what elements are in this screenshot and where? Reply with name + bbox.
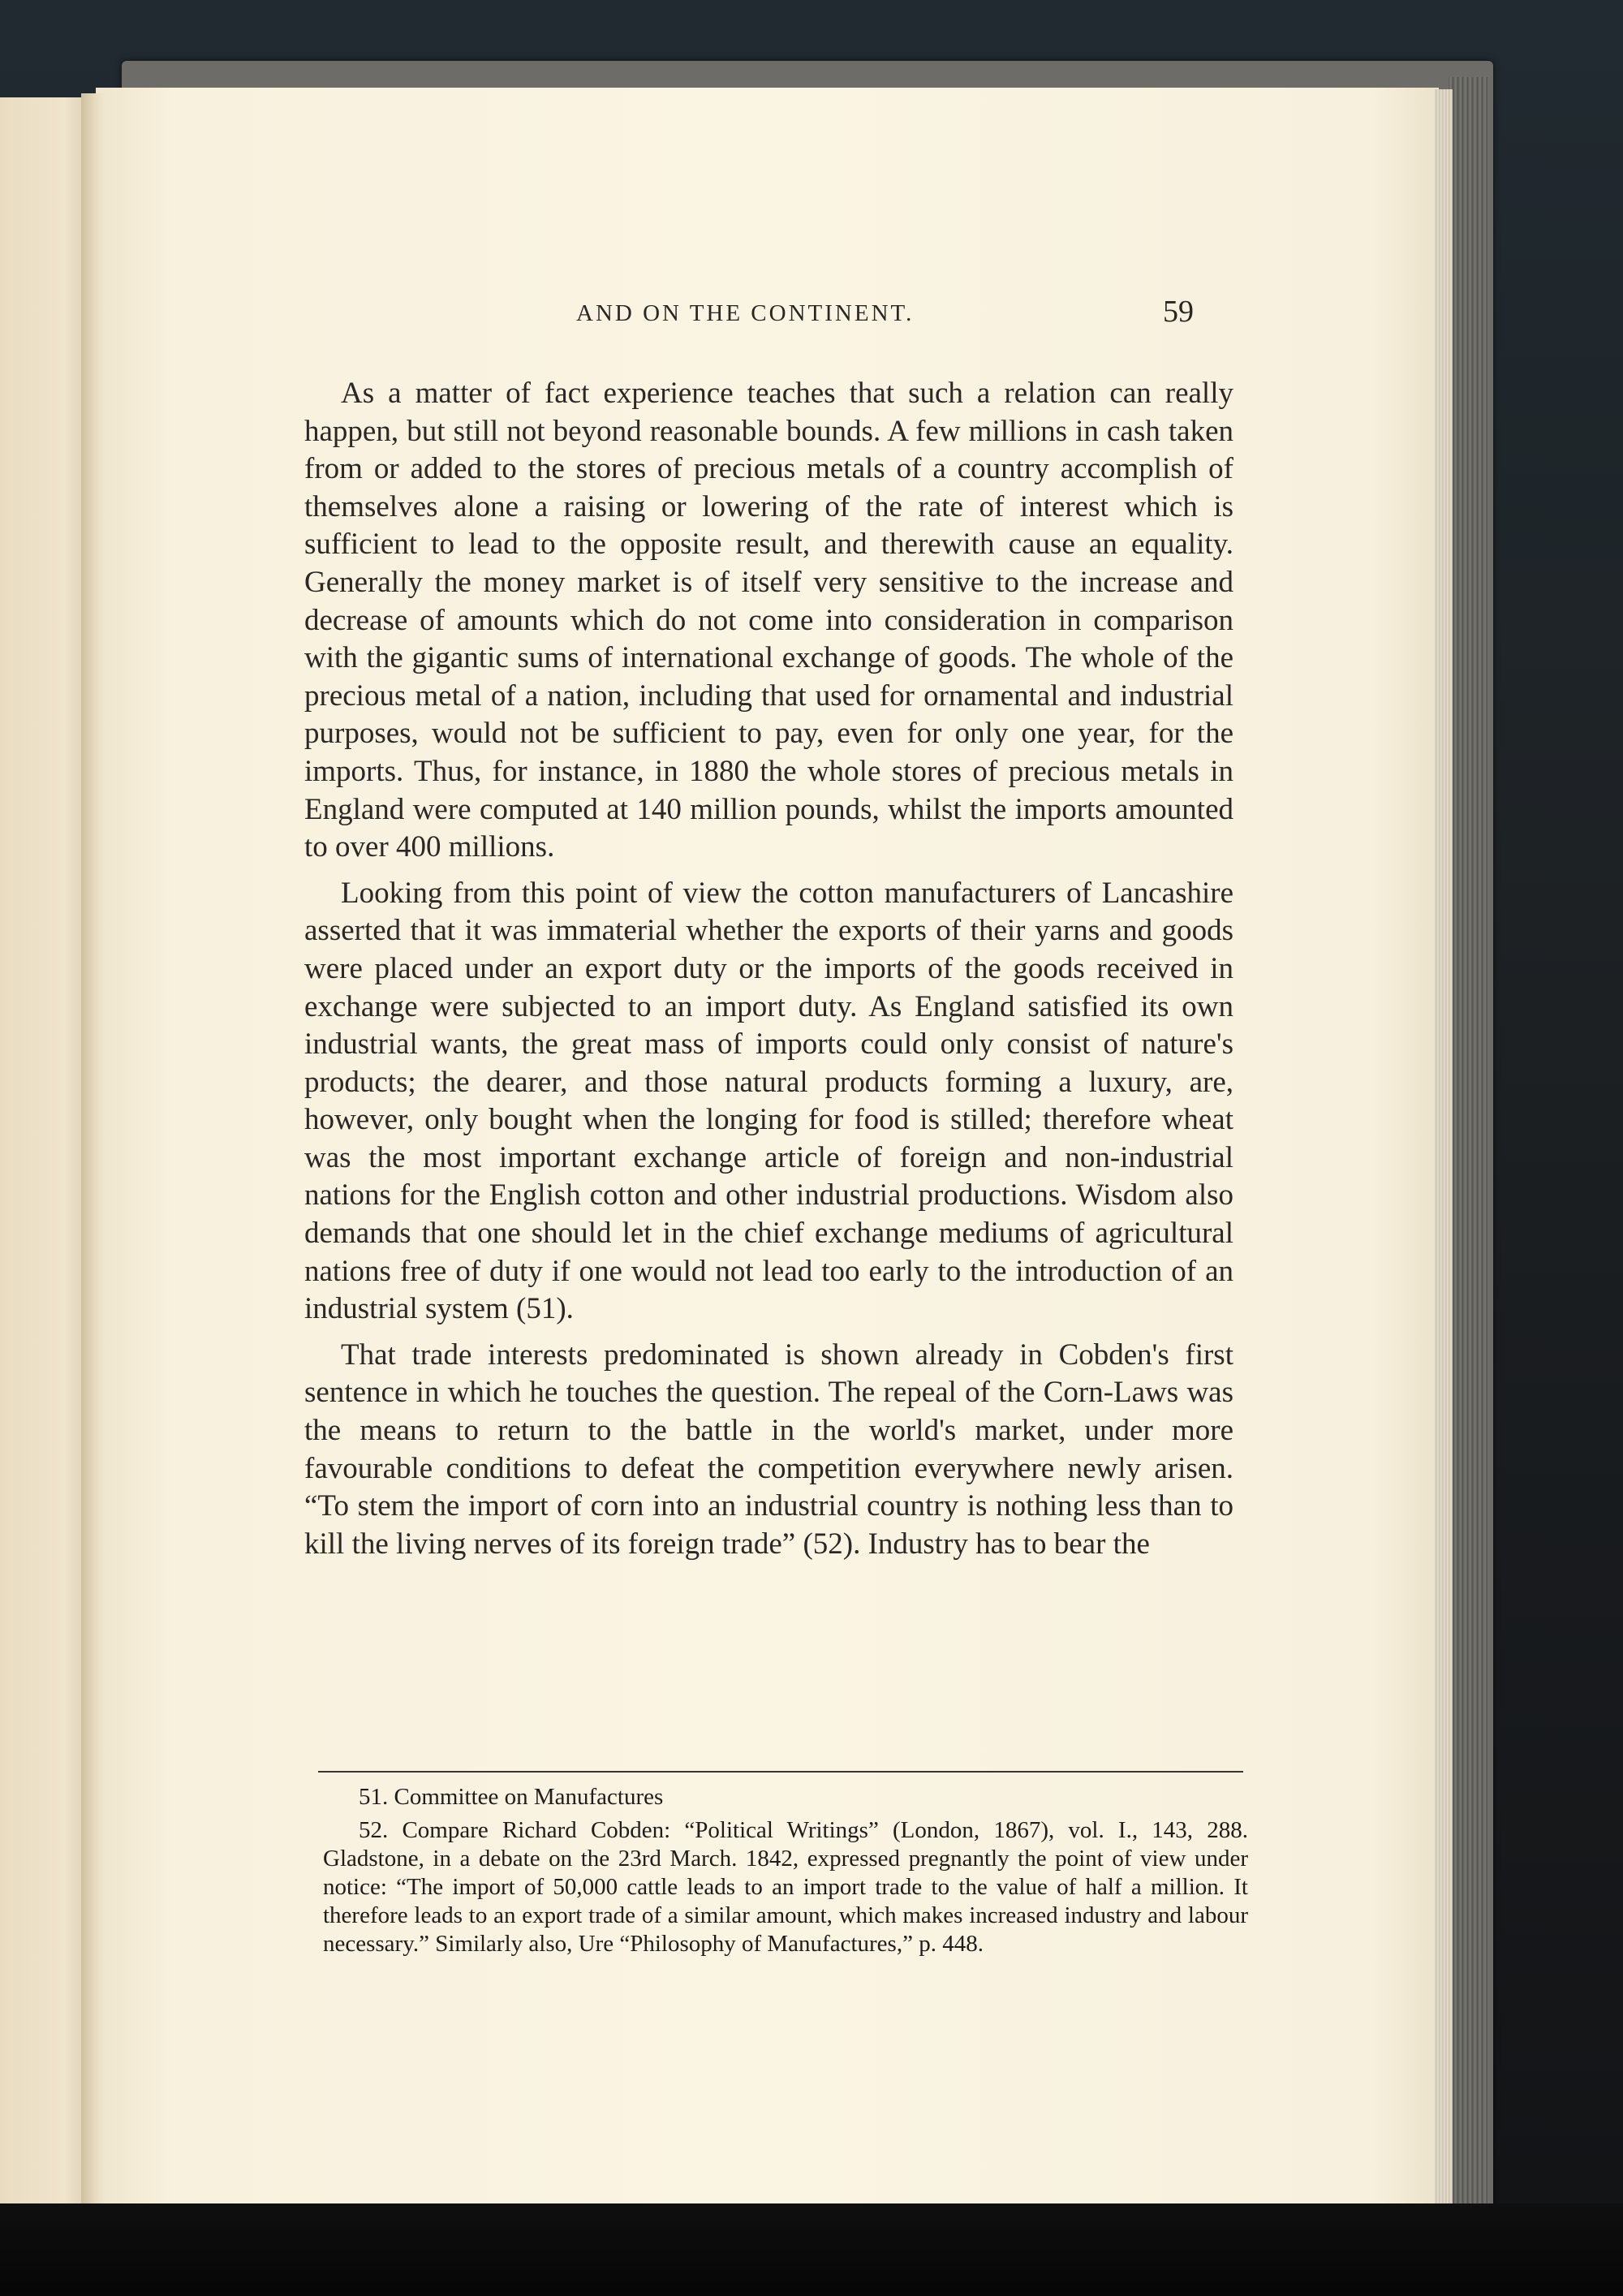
bottom-shadow	[0, 2203, 1623, 2296]
paragraph-2: Looking from this point of view the cotton manufacturers of Lancashire asserted that it was immaterial whether the exports of their yarns and goods were placed under an export duty or the imports of the goods received in exchange were subjected to an import duty. As England satisfied its own industrial wants, the great mass of imports could only consist of nature's products; the dearer, and those natural products forming a luxury, are, however, only bought when the longing for food is stilled; therefore wheat was the most important exchange article of foreign and non-industrial nations for the English cotton and other industrial productions. Wisdom also demands that one should let in the chief exchange mediums of agricultural nations free of duty if one would not lead too early to the introduction of an industrial system (51).	[304, 876, 1233, 1326]
paragraph-3: That trade interests predominated is shown already in Cobden's first sentence in which he touches the question. The repeal of the Corn-Laws was the means to return to the battle in the world's market, under more favourable conditions to defeat the competition everywhere newly arisen. “To stem the import of corn into an industrial country is nothing less than to kill the living nerves of its foreign trade” (52). Industry has to bear the	[304, 1338, 1233, 1561]
book-spine-edge	[1449, 77, 1487, 2212]
footnote-rule	[318, 1771, 1243, 1773]
footnote-51: 51. Committee on Manufactures	[359, 1784, 664, 1810]
page-number: 59	[1163, 295, 1194, 329]
page-gutter	[81, 93, 105, 2212]
body-text	[304, 375, 1233, 1571]
facing-page-edge	[0, 97, 93, 2208]
footnote-52: 52. Compare Richard Cobden: “Political Writings” (London, 1867), vol. I., 143, 288. Gladstone, in a debate on the 23rd March. 1842, expressed pregnantly the point of view under notice: “The import of 50,000 cattle leads to an import trade to the value of half a million. It therefore leads to an export trade of a similar amount, which makes increased industry and labour necessary.” Similarly also, Ure “Philosophy of Manufactures,” p. 448.	[323, 1817, 1248, 1957]
footnotes	[323, 1783, 1248, 1963]
paragraph-1: As a matter of fact experience teaches that such a relation can really happen, but still not beyond reasonable bounds. A few millions in cash taken from or added to the stores of precious metals of a country accomplish of themselves alone a raising or lowering of the rate of interest which is sufficient to lead to the opposite result, and therewith cause an equality. Generally the money market is of itself very sensitive to the increase and decrease of amounts which do not come into consideration in comparison with the gigantic sums of international exchange of goods. The whole of the precious metal of a nation, including that used for ornamental and industrial purposes, would not be sufficient to pay, even for only one year, for the imports. Thus, for instance, in 1880 the whole stores of precious metals in England were computed at 140 million pounds, whilst the imports amounted to over 400 millions.	[304, 377, 1233, 864]
running-title: AND ON THE CONTINENT.	[576, 300, 915, 326]
page-block-edges	[1435, 89, 1453, 2208]
